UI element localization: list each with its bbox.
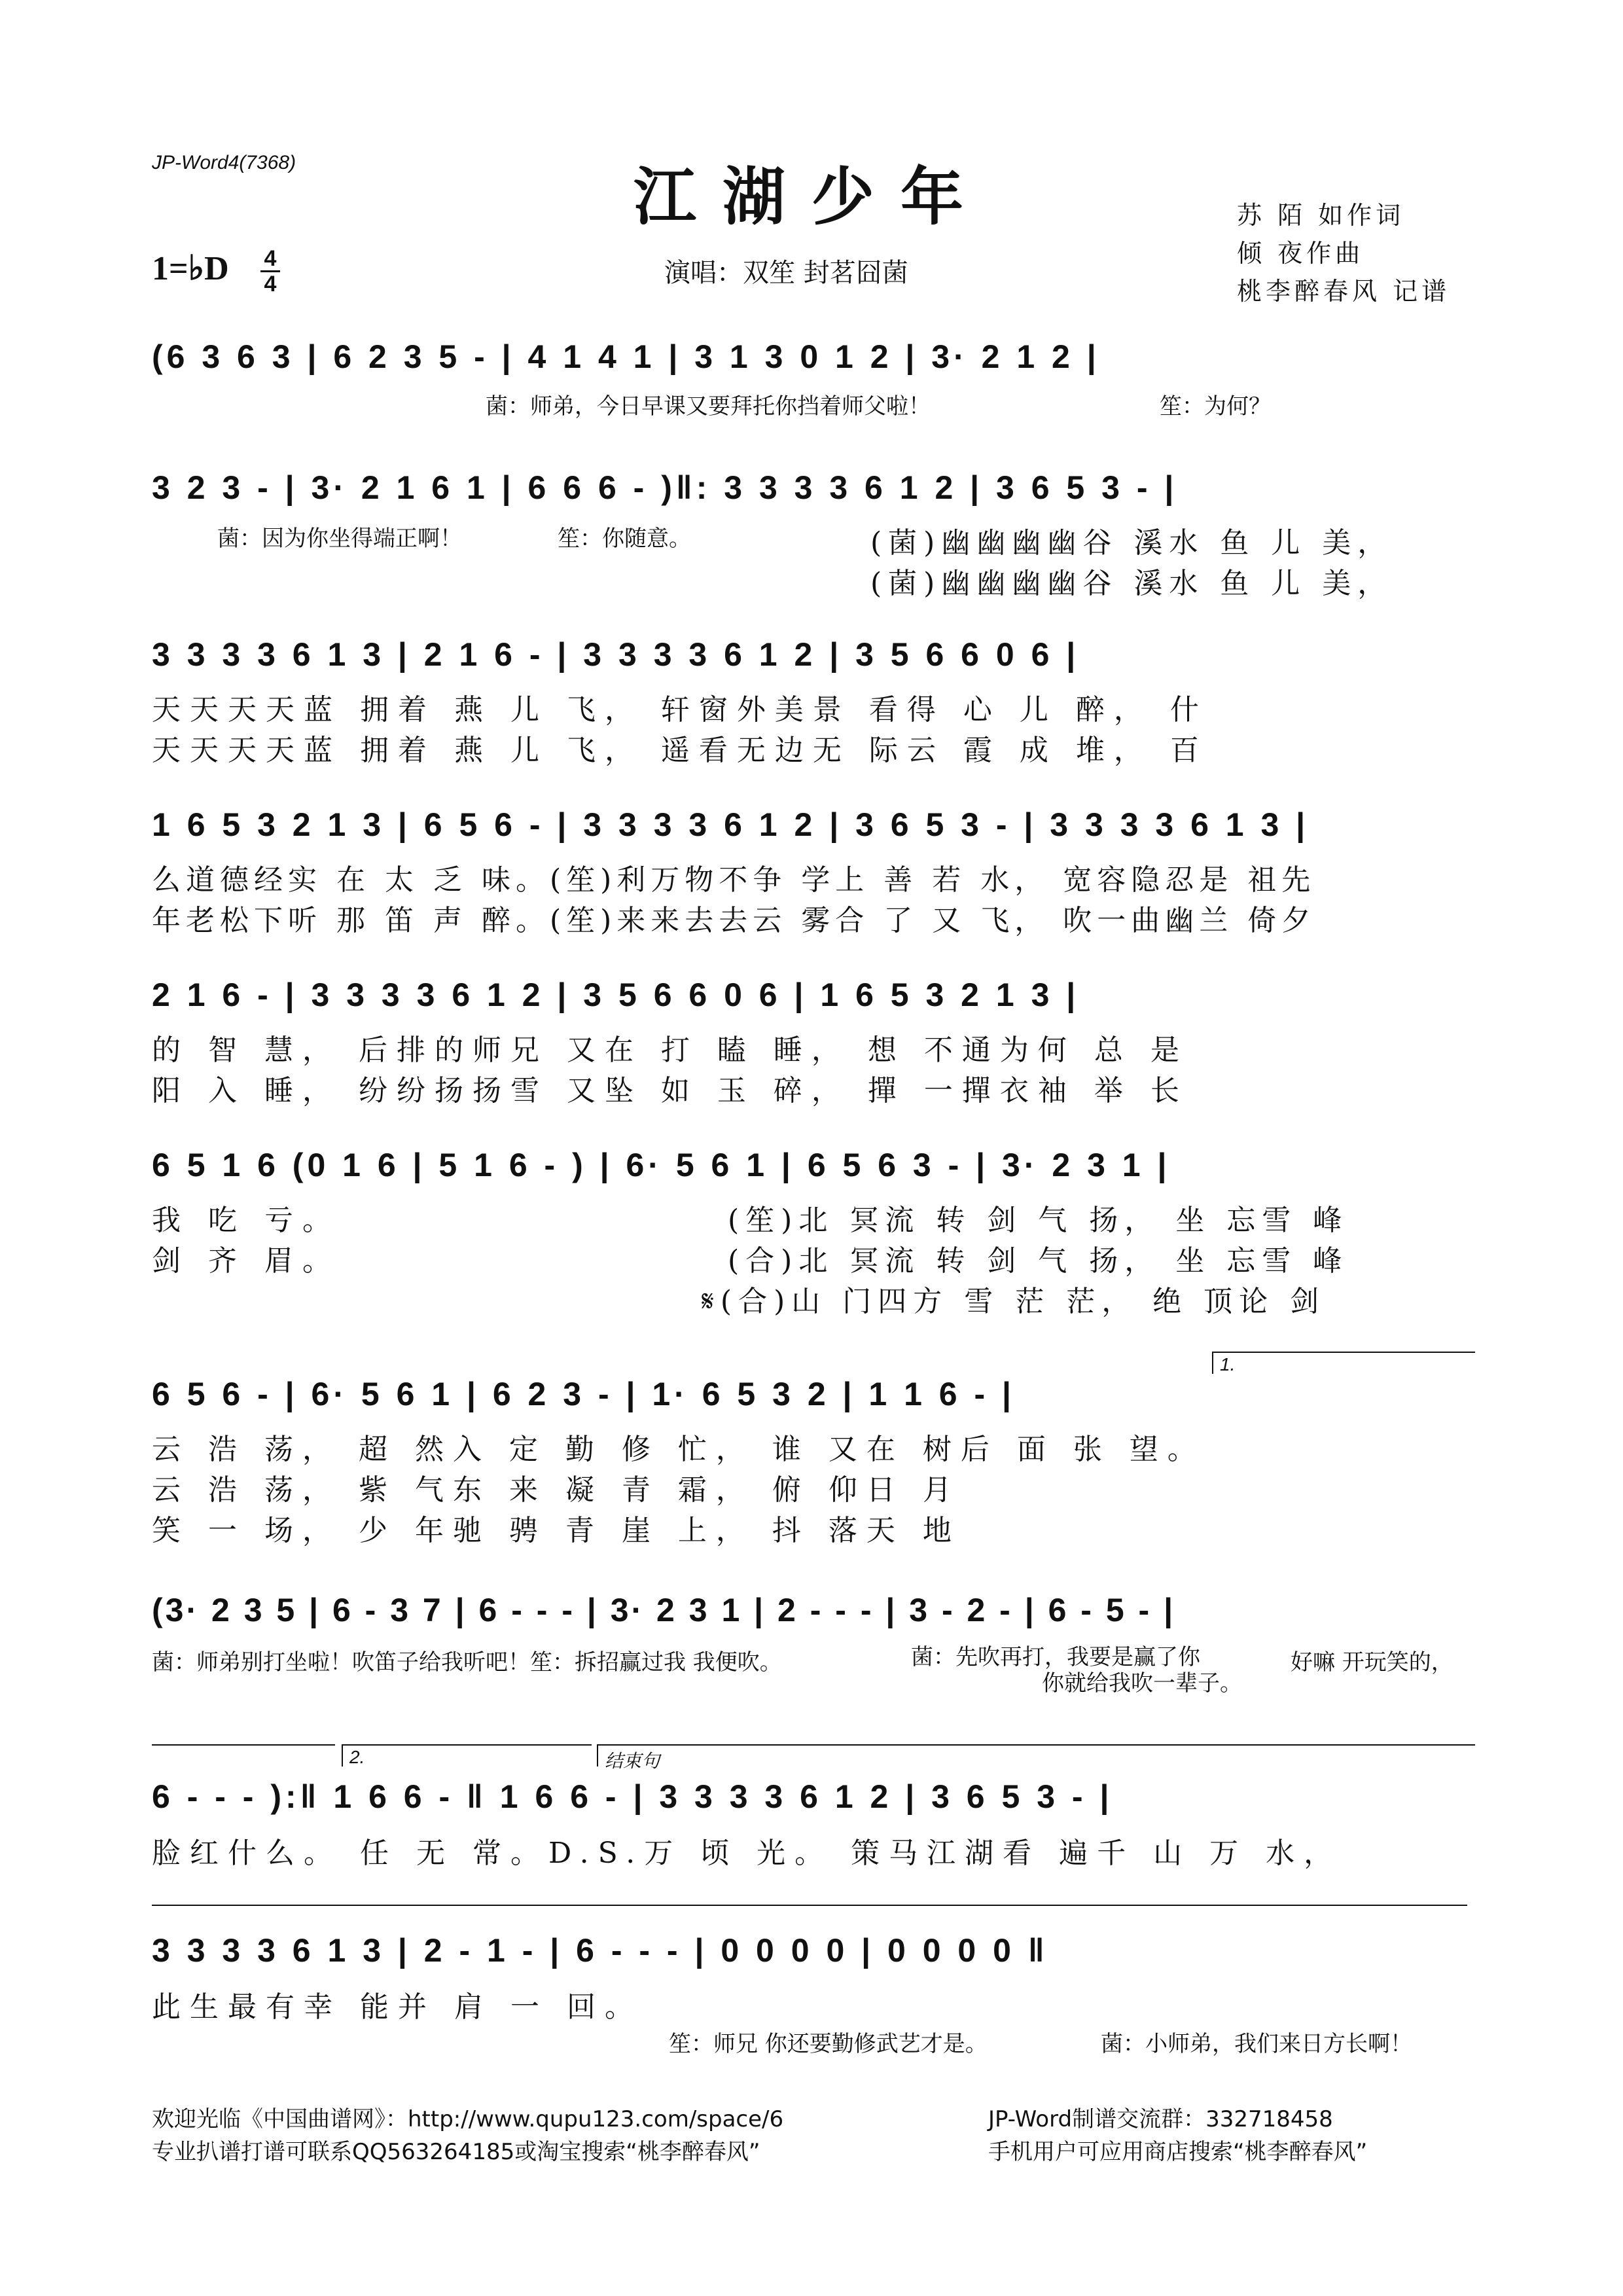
song-title: 江湖少年 [633, 160, 990, 234]
lyric-verse-1: 我 吃 亏。 [152, 1204, 340, 1237]
spoken-line: 笙：你随意。 [558, 526, 691, 552]
spoken-line: 菌：因为你坐得端正啊！ [217, 526, 462, 552]
lyric-right-verse-1: (笙)北 冥流 转 剑 气 扬， 坐 忘雪 峰 [728, 1204, 1349, 1237]
coda-ending-label: 结束句 [597, 1744, 1475, 1767]
volta-second-ending: 2. [342, 1744, 592, 1767]
time-denominator: 4 [264, 272, 277, 296]
volta-first-ending: 1. [1212, 1352, 1475, 1374]
notation-line: 3 3 3 3 6 1 3 | 2 1 6 - | 3 3 3 3 6 1 2 | 3 5 6 6 0 6 | [152, 636, 1080, 673]
lyric-right-verse-3: 𝄋(合)山 门四方 雪 茫 茫， 绝 顶论 剑 [702, 1285, 1326, 1318]
lyric-verse-1: (菌)幽幽幽幽谷 溪水 鱼 儿 美， [870, 526, 1393, 560]
score-system-8 [152, 1584, 1471, 1715]
key-label: 1=♭D [152, 250, 229, 287]
lyric-verse-1: 么道德经实 在 太 乏 味。(笙)利万物不争 学上 善 若 水， 宽容隐忍是 祖先 [152, 863, 1316, 897]
score-system-2 [152, 461, 1471, 605]
notation-line: 6 5 1 6 (0 1 6 | 5 1 6 - ) | 6· 5 6 1 | 6 5 6 3 - | 3· 2 3 1 | [152, 1147, 1171, 1183]
notation-line: 3 2 3 - | 3· 2 1 6 1 | 6 6 6 - )‖: 3 3 3 3 6 1 2 | 3 6 5 3 - | [152, 469, 1178, 506]
lyric-verse-2: 阳 入 睡， 纷纷扬扬雪 又坠 如 玉 碎， 撣 一撣衣袖 举 长 [152, 1074, 1188, 1107]
notation-line: 3 3 3 3 6 1 3 | 2 - 1 - | 6 - - - | 0 0 0 0 | 0 0 0 0 ‖ [152, 1932, 1048, 1969]
score-system-6 [152, 1139, 1471, 1329]
lyric-verse-2: 剑 齐 眉。 [152, 1244, 340, 1278]
notation-line: 6 5 6 - | 6· 5 6 1 | 6 2 3 - | 1· 6 5 3 2 | 1 1 6 - | [152, 1376, 1016, 1412]
spoken-line: 菌：师弟别打坐啦！吹笛子给我听吧！笙：拆招赢过我 我便吹。 [152, 1649, 782, 1676]
lyric-right-verse-2: (合)北 冥流 转 剑 气 扬， 坐 忘雪 峰 [728, 1244, 1349, 1278]
footer-website: 欢迎光临《中国曲谱网》：http://www.qupu123.com/space/6 [152, 2106, 784, 2132]
time-signature [260, 247, 280, 295]
lyric-verse-2: 云 浩 荡， 紫 气东 来 凝 青 霜， 俯 仰日 月 [152, 1473, 961, 1507]
score-system-7 [152, 1354, 1471, 1558]
notation-line: 1 6 5 3 2 1 3 | 6 5 6 - | 3 3 3 3 6 1 2 | 3 6 5 3 - | 3 3 3 3 6 1 3 | [152, 806, 1310, 843]
lyric-verse-2: 年老松下听 那 笛 声 醉。(笙)来来去去云 雾合 了 又 飞， 吹一曲幽兰 倚夕 [152, 904, 1316, 937]
time-numerator: 4 [264, 246, 277, 271]
transcriber-credit: 桃李醉春风 记谱 [1237, 277, 1451, 306]
spoken-line: 菌：先吹再打，我要是赢了你 [911, 1644, 1200, 1670]
score-system-5 [152, 969, 1471, 1113]
footer-group: JP-Word制谱交流群：332718458 [988, 2106, 1333, 2132]
lyric-verse-1: 的 智 慧， 后排的师兄 又在 打 瞌 睡， 想 不通为何 总 是 [152, 1033, 1188, 1067]
spoken-line: 菌：师弟，今日早课又要拜托你挡着师父啦！ [486, 393, 931, 420]
credits [1237, 196, 1450, 310]
final-system-bracket [152, 1905, 1467, 1927]
score-system-9 [152, 1747, 1471, 1870]
spoken-line: 笙：为何？ [1160, 393, 1271, 420]
notation-line: (3· 2 3 5 | 6 - 3 7 | 6 - - - | 3· 2 3 1 | 2 - - - | 3 - 2 - | 6 - 5 - | [152, 1592, 1176, 1628]
lyric-verse-1: 云 浩 荡， 超 然入 定 勤 修 忙， 谁 又在 树后 面 张 望。 [152, 1433, 1205, 1466]
spoken-line: 菌：小师弟，我们来日方长啊！ [1101, 2031, 1412, 2057]
score-system-10 [152, 1911, 1471, 2057]
notation-line: (6 3 6 3 | 6 2 3 5 - | 4 1 4 1 | 3 1 3 0 1 2 | 3· 2 1 2 | [152, 338, 1100, 375]
lyric-verse-2: 天天天天蓝 拥着 燕 儿 飞， 遥看无边无 际云 霞 成 堆， 百 [152, 734, 1208, 767]
software-label: JP-Word4(7368) [152, 152, 296, 173]
performer-credit: 演唱：双笙 封茗囧菌 [664, 258, 908, 288]
spoken-line: 笙：师兄 你还要勤修武艺才是。 [669, 2031, 988, 2057]
lyricist-credit: 苏 陌 如作词 [1237, 201, 1405, 230]
lyric-verse-1: 天天天天蓝 拥着 燕 儿 飞， 轩窗外美景 看得 心 儿 醉， 什 [152, 693, 1208, 726]
spoken-line: 好嘛 开玩笑的， [1291, 1649, 1454, 1676]
spoken-line: 你就给我吹一辈子。 [1042, 1670, 1242, 1696]
notation-line: 6 - - - ):‖ 1 6 6 - ‖ 1 6 6 - | 3 3 3 3 6 1 2 | 3 6 5 3 - | [152, 1778, 1113, 1815]
lyric-verse-1: 脸红什么。 任 无 常。D.S.万 顷 光。 策马江湖看 遍千 山 万 水， [152, 1837, 1342, 1870]
lyric-verse-2: (菌)幽幽幽幽谷 溪水 鱼 儿 美， [870, 567, 1393, 600]
repeat-bracket-line [152, 1744, 335, 1767]
score-system-1 [152, 331, 1471, 429]
score-system-3 [152, 628, 1471, 772]
key-signature [152, 249, 229, 288]
footer-contact: 专业扒谱打谱可联系QQ563264185或淘宝搜索“桃李醉春风” [152, 2139, 760, 2165]
footer-app: 手机用户可应用商店搜索“桃李醉春风” [988, 2139, 1368, 2165]
score-system-4 [152, 798, 1471, 942]
notation-line: 2 1 6 - | 3 3 3 3 6 1 2 | 3 5 6 6 0 6 | 1 6 5 3 2 1 3 | [152, 977, 1080, 1013]
lyric-verse-3: 笑 一 场， 少 年驰 骋 青 崖 上， 抖 落天 地 [152, 1514, 961, 1547]
lyric-verse-1: 此生最有幸 能并 肩 一 回。 [152, 1990, 643, 2024]
composer-credit: 倾 夜作曲 [1237, 239, 1364, 268]
